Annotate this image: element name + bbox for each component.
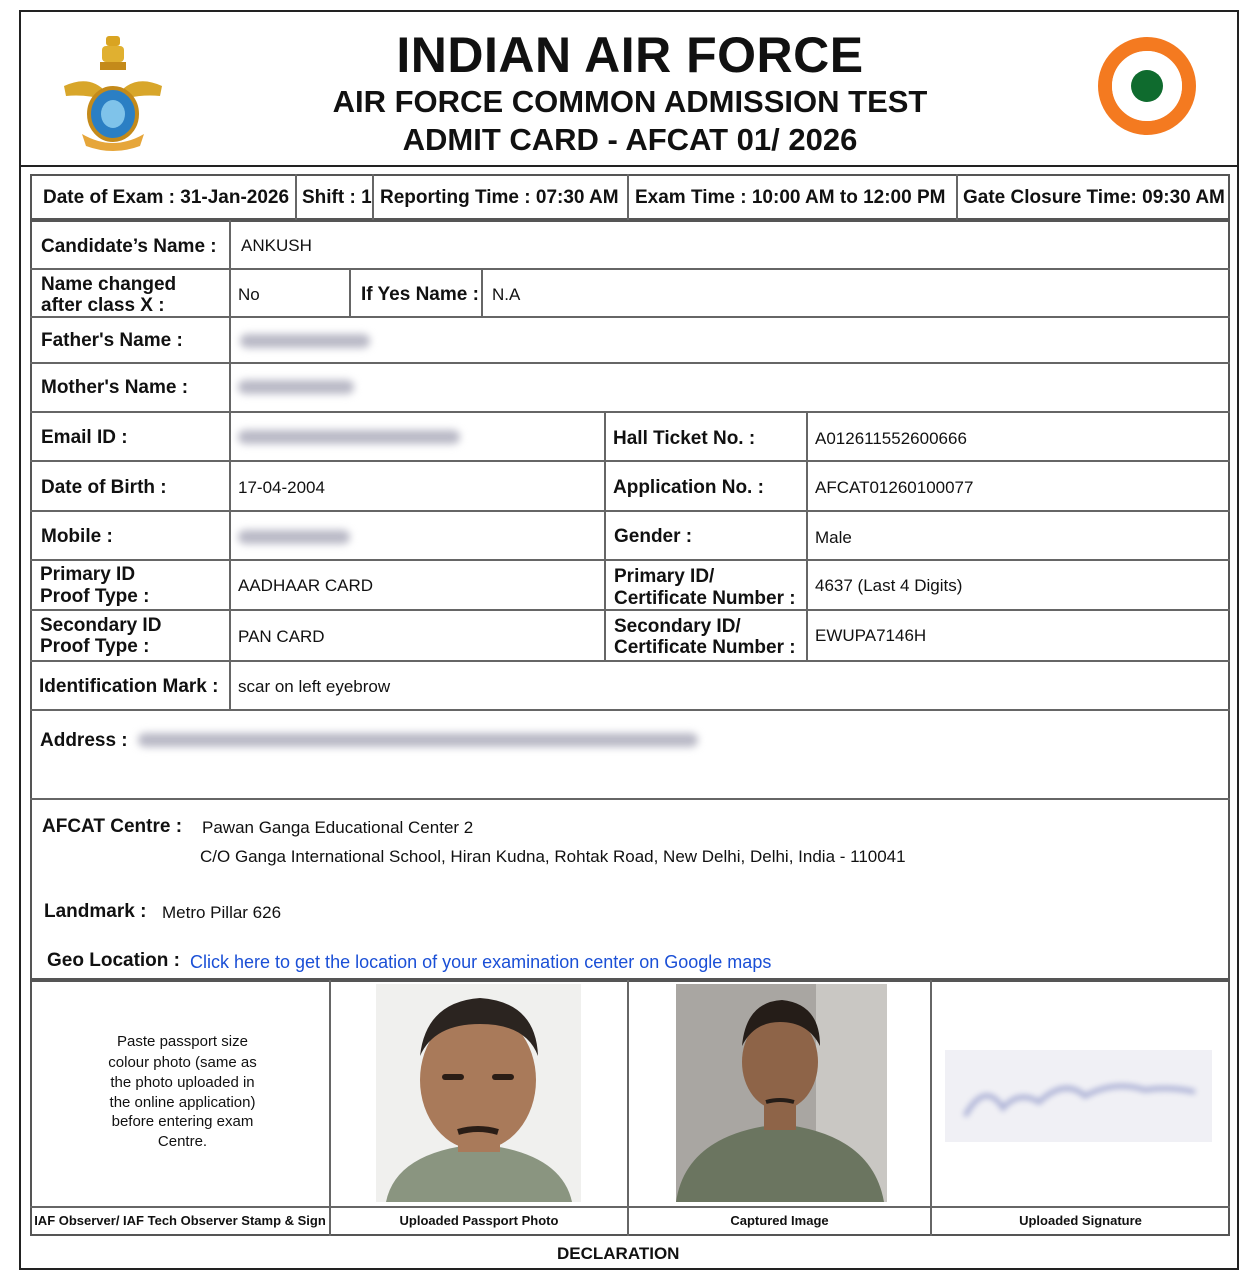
if-yes-name-value: N.A bbox=[492, 285, 521, 304]
primary-cert-value: 4637 (Last 4 Digits) bbox=[815, 576, 963, 595]
org-title: INDIAN AIR FORCE bbox=[396, 27, 864, 83]
header-divider bbox=[19, 165, 1239, 167]
exam-time: Exam Time : 10:00 AM to 12:00 PM bbox=[635, 187, 946, 208]
observer-stamp-caption: IAF Observer/ IAF Tech Observer Stamp & Sign bbox=[34, 1213, 326, 1228]
paste-photo-note-6: Centre. bbox=[157, 1133, 208, 1150]
secondary-cert-value: EWUPA7146H bbox=[815, 626, 927, 645]
exam-title: AIR FORCE COMMON ADMISSION TEST bbox=[332, 84, 928, 119]
exam-date: Date of Exam : 31-Jan-2026 bbox=[43, 187, 290, 208]
hall-ticket-number: A012611552600666 bbox=[815, 429, 967, 448]
afcat-centre-address: C/O Ganga International School, Hiran Kudna, Rohtak Road, New Delhi, Delhi, India - 110041 bbox=[200, 847, 906, 866]
exam-shift: Shift : 1 bbox=[302, 187, 372, 208]
father-name-label: Father's Name : bbox=[41, 330, 183, 351]
primary-cert-label: Primary ID/ bbox=[614, 566, 715, 587]
paste-photo-note-2: colour photo (same as bbox=[108, 1054, 257, 1071]
primary-id-label: Primary ID bbox=[40, 564, 136, 585]
reporting-time: Reporting Time : 07:30 AM bbox=[380, 187, 619, 208]
email-label: Email ID : bbox=[41, 427, 128, 448]
name-changed-label: Name changed bbox=[41, 274, 177, 295]
primary-id-label-2: Proof Type : bbox=[40, 586, 150, 607]
father-name-redacted bbox=[240, 334, 370, 348]
mother-name-label: Mother's Name : bbox=[41, 377, 189, 398]
hall-ticket-label: Hall Ticket No. : bbox=[613, 428, 756, 449]
card-title: ADMIT CARD - AFCAT 01/ 2026 bbox=[402, 122, 858, 157]
gate-closure-time: Gate Closure Time: 09:30 AM bbox=[963, 187, 1225, 208]
paste-photo-note-1: Paste passport size bbox=[117, 1033, 248, 1050]
dob-value: 17-04-2004 bbox=[238, 478, 325, 497]
primary-id-value: AADHAAR CARD bbox=[238, 576, 374, 595]
passport-photo-caption: Uploaded Passport Photo bbox=[399, 1213, 559, 1228]
dob-label: Date of Birth : bbox=[41, 477, 167, 498]
uploaded-signature bbox=[945, 1050, 1212, 1142]
paste-photo-note-5: before entering exam bbox=[111, 1113, 254, 1130]
candidate-name: ANKUSH bbox=[241, 236, 312, 255]
secondary-id-value: PAN CARD bbox=[238, 627, 325, 646]
candidate-name-label: Candidate’s Name : bbox=[41, 236, 217, 257]
secondary-cert-label-2: Certificate Number : bbox=[614, 637, 796, 658]
secondary-cert-label: Secondary ID/ bbox=[614, 616, 741, 637]
mobile-redacted bbox=[238, 530, 350, 544]
if-yes-name-label: If Yes Name : bbox=[361, 284, 479, 305]
application-no: AFCAT01260100077 bbox=[815, 478, 974, 497]
identification-mark-value: scar on left eyebrow bbox=[238, 677, 391, 696]
gender-label: Gender : bbox=[614, 526, 693, 547]
signature-caption: Uploaded Signature bbox=[1019, 1213, 1142, 1228]
declaration-heading: DECLARATION bbox=[557, 1244, 680, 1263]
email-redacted bbox=[238, 430, 460, 444]
mother-name-redacted bbox=[238, 380, 354, 394]
name-changed-label-2: after class X : bbox=[41, 295, 165, 316]
primary-cert-label-2: Certificate Number : bbox=[614, 588, 796, 609]
captured-image bbox=[676, 984, 887, 1202]
application-no-label: Application No. : bbox=[613, 477, 764, 498]
geo-location-label: Geo Location : bbox=[47, 950, 180, 971]
paste-photo-note-4: the online application) bbox=[109, 1094, 256, 1111]
iaf-crest-logo bbox=[60, 34, 166, 152]
name-changed-value: No bbox=[238, 285, 260, 304]
identification-mark-label: Identification Mark : bbox=[39, 676, 219, 697]
uploaded-passport-photo bbox=[376, 984, 581, 1202]
gender-value: Male bbox=[815, 528, 852, 547]
address-redacted bbox=[138, 733, 698, 747]
paste-photo-note-3: the photo uploaded in bbox=[110, 1074, 255, 1091]
landmark-label: Landmark : bbox=[44, 901, 147, 922]
iaf-roundel-icon bbox=[1098, 37, 1196, 135]
google-maps-link[interactable]: Click here to get the location of your examination center on Google maps bbox=[190, 952, 772, 972]
landmark-value: Metro Pillar 626 bbox=[162, 903, 282, 922]
secondary-id-label: Secondary ID bbox=[40, 615, 162, 636]
address-label: Address : bbox=[40, 730, 128, 751]
afcat-centre-label: AFCAT Centre : bbox=[42, 816, 183, 837]
secondary-id-label-2: Proof Type : bbox=[40, 636, 150, 657]
mobile-label: Mobile : bbox=[41, 526, 113, 547]
captured-image-caption: Captured Image bbox=[730, 1213, 829, 1228]
afcat-centre-name: Pawan Ganga Educational Center 2 bbox=[202, 818, 474, 837]
